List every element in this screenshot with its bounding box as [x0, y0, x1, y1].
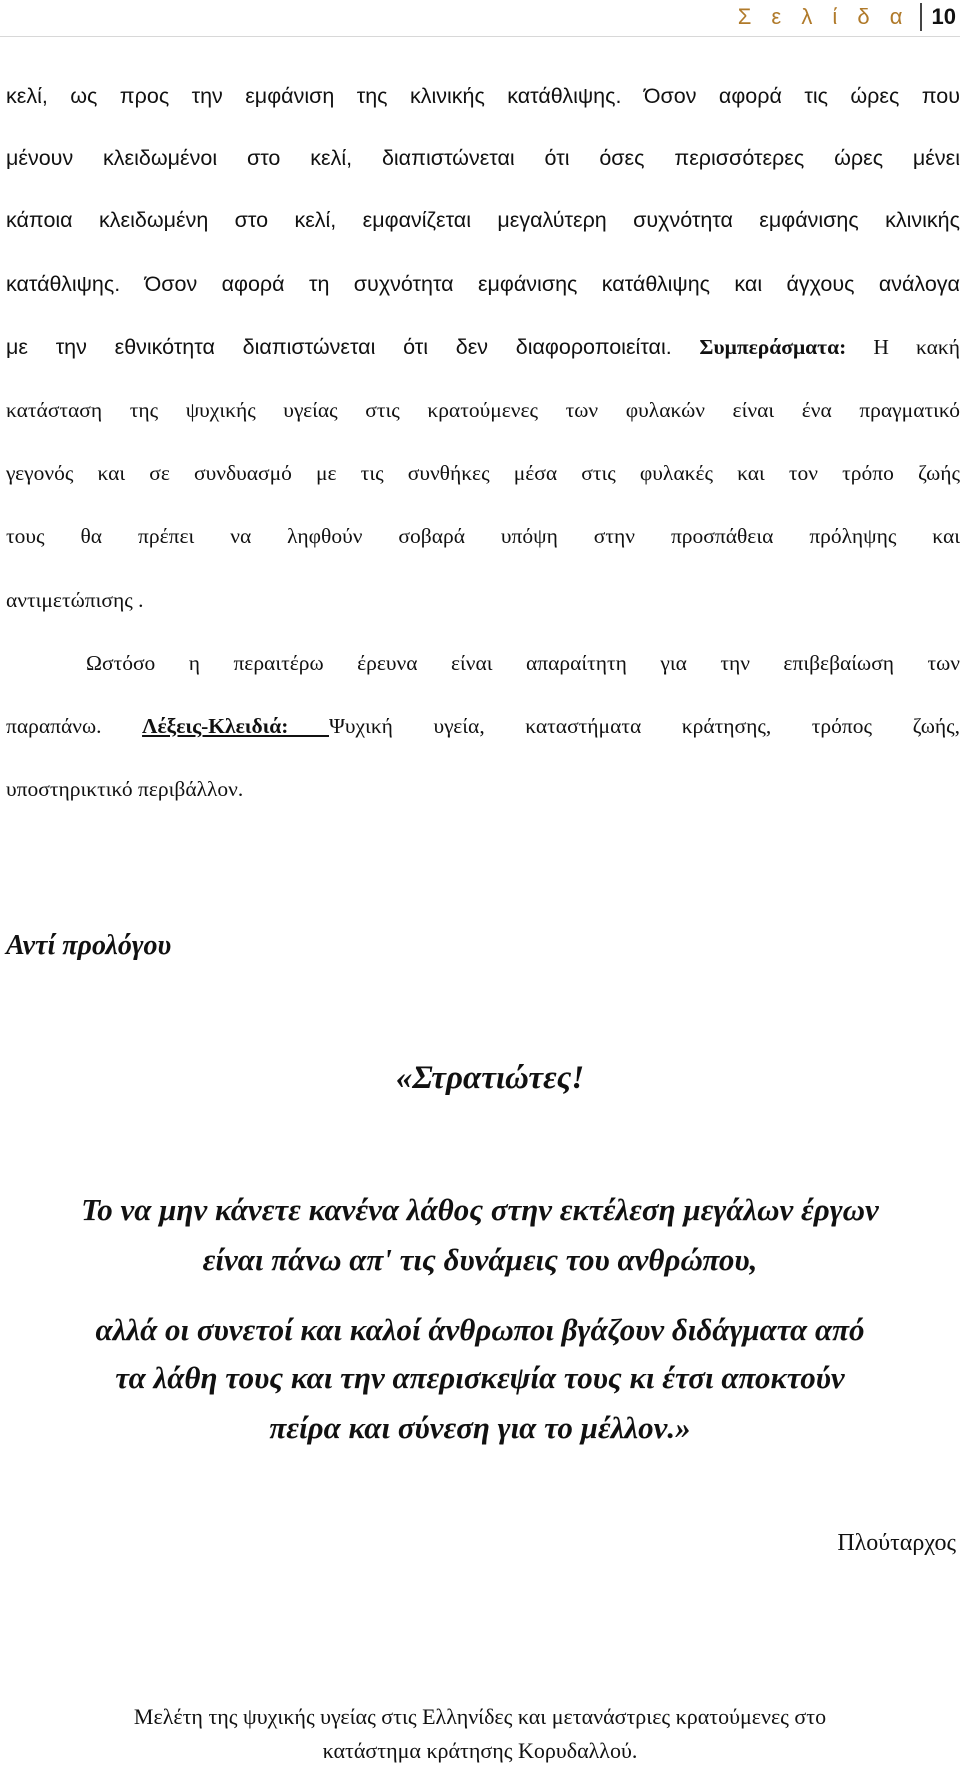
page-label: Σ ε λ ί δ α: [737, 4, 910, 29]
page-footer: [0, 1700, 960, 1768]
header-separator: [920, 3, 922, 31]
quote-author: Πλούταρχος: [837, 1530, 956, 1556]
quote-line: Το να μην κάνετε κανένα λάθος στην εκτέλεση μεγάλων έργων: [81, 1192, 879, 1227]
body-line: κάποια κλειδωμένη στο κελί, εμφανίζεται μεγαλύτερη συχνότητα εμφάνισης κλινικής: [6, 208, 960, 232]
footer-line: κατάστημα κράτησης Κορυδαλλού.: [322, 1738, 638, 1763]
keywords-label: Λέξεις-Κλειδιά:: [142, 714, 329, 738]
body-line: υποστηρικτικό περιβάλλον.: [6, 777, 244, 801]
body-line: κελί, ως προς την εμφάνιση της κλινικής κατάθλιψης. Όσον αφορά τις ώρες που: [6, 84, 960, 108]
quote-line: τα λάθη τους και την απερισκεψία τους κι έτσι αποκτούν: [115, 1360, 845, 1395]
body-line: γεγονός και σε συνδυασμό με τις συνθήκες μέσα στις φυλακές και τον τρόπο ζωής: [6, 461, 960, 485]
header-rule: [0, 36, 960, 37]
body-line: τους θα πρέπει να ληφθούν σοβαρά υπόψη στην προσπάθεια πρόληψης και: [6, 524, 960, 548]
conclusions-label: Συμπεράσματα:: [699, 335, 847, 359]
body-line: [6, 714, 960, 739]
body-line: μένουν κλειδωμένοι στο κελί, διαπιστώνεται ότι όσες περισσότερες ώρες μένει: [6, 146, 960, 170]
footer-line: Μελέτη της ψυχικής υγείας στις Ελληνίδες και μετανάστριες κρατούμενες στο: [133, 1704, 827, 1729]
quote-line: είναι πάνω απ' τις δυνάμεις του ανθρώπου,: [202, 1242, 758, 1277]
quote-title: «Στρατιώτες!: [395, 1060, 585, 1096]
body-line: κατάθλιψης. Όσον αφορά τη συχνότητα εμφάνισης κατάθλιψης και άγχους ανάλογα: [6, 272, 960, 296]
body-line-text: παραπάνω.: [6, 714, 143, 738]
quote-line: πείρα και σύνεση για το μέλλον.»: [269, 1410, 691, 1445]
body-line: κατάσταση της ψυχικής υγείας στις κρατούμενες των φυλακών είναι ένα πραγματικό: [6, 398, 960, 422]
body-line: Ωστόσο η περαιτέρω έρευνα είναι απαραίτητη για την επιβεβαίωση των: [86, 651, 960, 675]
page-number: 10: [931, 4, 956, 29]
body-line-text: Ψυχική υγεία, καταστήματα κράτησης, τρόπος ζωής,: [329, 714, 960, 738]
body-line: [6, 335, 960, 360]
section-heading: Αντί προλόγου: [6, 930, 172, 961]
quote-line: αλλά οι συνετοί και καλοί άνθρωποι βγάζουν διδάγματα από: [95, 1312, 865, 1347]
page-header: [738, 2, 956, 32]
body-line-text: Η κακή: [846, 335, 960, 359]
body-line: αντιμετώπισης .: [6, 588, 144, 612]
body-line-text: με την εθνικότητα διαπιστώνεται ότι δεν διαφοροποιείται.: [6, 335, 700, 359]
